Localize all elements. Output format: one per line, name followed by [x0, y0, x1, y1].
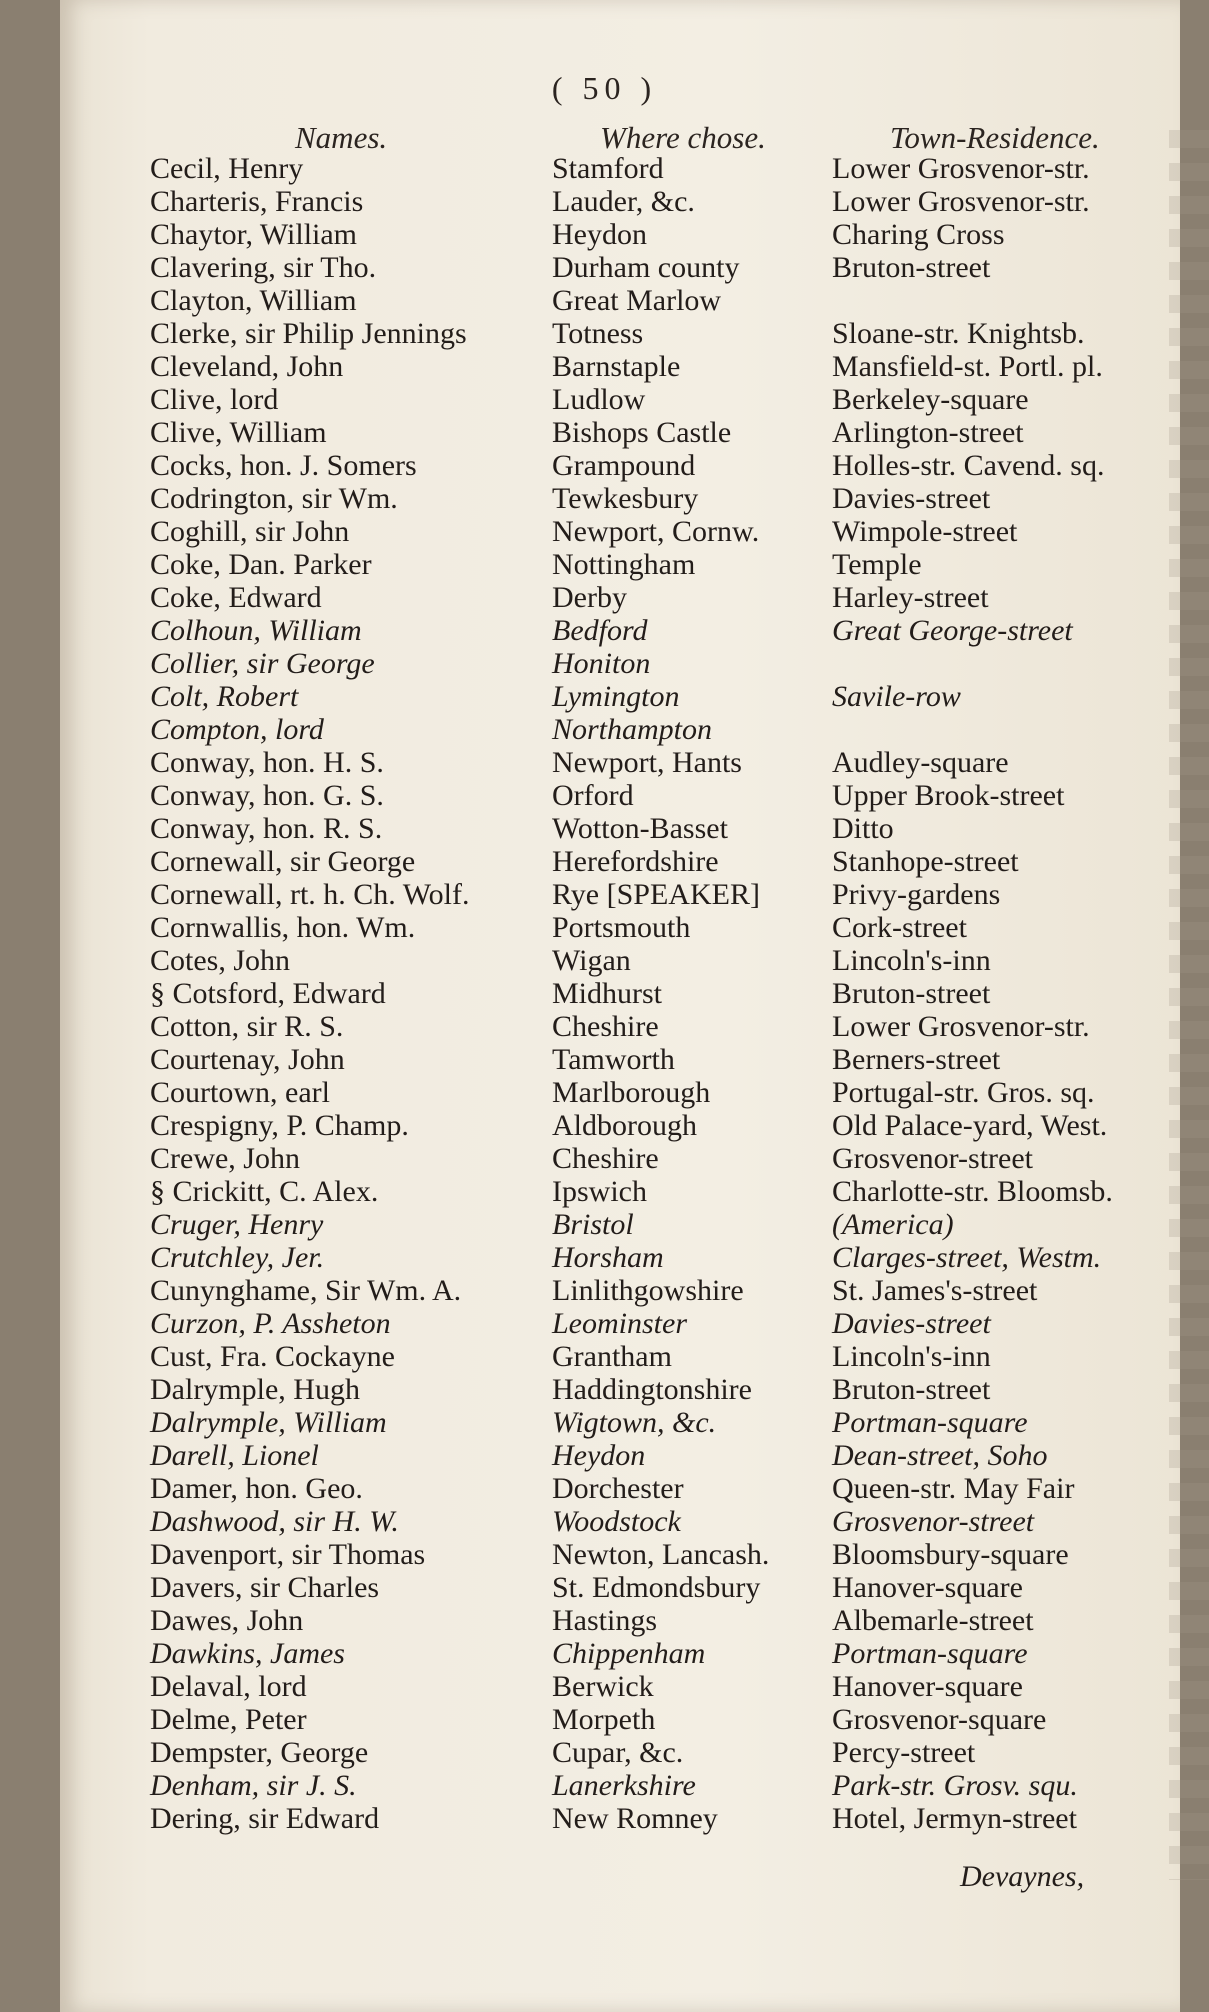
town-residence: Davies-street: [832, 1307, 991, 1340]
constituency: Ipswich: [552, 1175, 647, 1208]
table-row: [0, 1472, 1209, 1505]
constituency: Wotton-Basset: [552, 812, 728, 845]
town-residence: Upper Brook-street: [832, 779, 1065, 812]
member-name: Cornwallis, hon. Wm.: [150, 911, 416, 944]
town-residence: Portman-square: [832, 1637, 1028, 1670]
town-residence: Stanhope-street: [832, 845, 1019, 878]
table-row: [0, 1439, 1209, 1472]
town-residence: Charing Cross: [832, 218, 1005, 251]
member-name: Coghill, sir John: [150, 515, 350, 548]
town-residence: St. James's-street: [832, 1274, 1038, 1307]
town-residence: Harley-street: [832, 581, 989, 614]
table-row: [0, 284, 1209, 317]
member-list: [0, 152, 1209, 1835]
member-name: Dashwood, sir H. W.: [150, 1505, 399, 1538]
member-name: Compton, lord: [150, 713, 324, 746]
town-residence: Grosvenor-street: [832, 1505, 1035, 1538]
constituency: Orford: [552, 779, 634, 812]
town-residence: (America): [832, 1208, 954, 1241]
town-residence: Mansfield-st. Portl. pl.: [832, 350, 1103, 383]
table-row: [0, 1637, 1209, 1670]
town-residence: Portugal-str. Gros. sq.: [832, 1076, 1095, 1109]
constituency: Hastings: [552, 1604, 657, 1637]
member-name: Cotton, sir R. S.: [150, 1010, 344, 1043]
table-row: [0, 1670, 1209, 1703]
town-residence: Charlotte-str. Bloomsb.: [832, 1175, 1113, 1208]
town-residence: Hotel, Jermyn-street: [832, 1802, 1077, 1835]
town-residence: Cork-street: [832, 911, 967, 944]
table-row: [0, 977, 1209, 1010]
constituency: Grantham: [552, 1340, 672, 1373]
constituency: Bristol: [552, 1208, 634, 1241]
constituency: Haddingtonshire: [552, 1373, 752, 1406]
town-residence: Lincoln's-inn: [832, 944, 991, 977]
constituency: Heydon: [552, 1439, 646, 1472]
member-name: Chaytor, William: [150, 218, 358, 251]
member-name: Colhoun, William: [150, 614, 362, 647]
constituency: Leominster: [552, 1307, 687, 1340]
town-residence: Lower Grosvenor-str.: [832, 1010, 1090, 1043]
constituency: Wigan: [552, 944, 631, 977]
member-name: Cunynghame, Sir Wm. A.: [150, 1274, 462, 1307]
table-row: [0, 1604, 1209, 1637]
table-row: [0, 317, 1209, 350]
table-row: [0, 482, 1209, 515]
town-residence: Privy-gardens: [832, 878, 1001, 911]
constituency: Portsmouth: [552, 911, 691, 944]
table-row: [0, 185, 1209, 218]
table-row: [0, 1274, 1209, 1307]
constituency: Nottingham: [552, 548, 696, 581]
member-name: Crutchley, Jer.: [150, 1241, 325, 1274]
table-row: [0, 1307, 1209, 1340]
table-row: [0, 1736, 1209, 1769]
table-row: [0, 515, 1209, 548]
header-where-chose: Where chose.: [600, 120, 766, 155]
member-name: Cornewall, sir George: [150, 845, 416, 878]
town-residence: Portman-square: [832, 1406, 1028, 1439]
table-row: [0, 1802, 1209, 1835]
member-name: Darell, Lionel: [150, 1439, 319, 1472]
town-residence: Bruton-street: [832, 251, 991, 284]
constituency: Derby: [552, 581, 627, 614]
member-name: Conway, hon. G. S.: [150, 779, 384, 812]
member-name: Dempster, George: [150, 1736, 369, 1769]
constituency: Herefordshire: [552, 845, 719, 878]
constituency: Grampound: [552, 449, 696, 482]
town-residence: Park-str. Grosv. squ.: [832, 1769, 1078, 1802]
member-name: Cruger, Henry: [150, 1208, 324, 1241]
constituency: Lymington: [552, 680, 680, 713]
table-row: [0, 383, 1209, 416]
constituency: Morpeth: [552, 1703, 656, 1736]
constituency: Barnstaple: [552, 350, 681, 383]
constituency: Bedford: [552, 614, 648, 647]
town-residence: Ditto: [832, 812, 894, 845]
constituency: Newport, Cornw.: [552, 515, 760, 548]
town-residence: Clarges-street, Westm.: [832, 1241, 1102, 1274]
member-name: Crespigny, P. Champ.: [150, 1109, 409, 1142]
member-name: Conway, hon. R. S.: [150, 812, 383, 845]
town-residence: Lincoln's-inn: [832, 1340, 991, 1373]
constituency: Durham county: [552, 251, 740, 284]
table-row: [0, 218, 1209, 251]
member-name: Clayton, William: [150, 284, 357, 317]
town-residence: Temple: [832, 548, 922, 581]
member-name: Dalrymple, Hugh: [150, 1373, 360, 1406]
header-town-residence: Town-Residence.: [890, 120, 1100, 155]
constituency: Horsham: [552, 1241, 664, 1274]
table-row: [0, 1109, 1209, 1142]
town-residence: Arlington-street: [832, 416, 1024, 449]
constituency: Wigtown, &c.: [552, 1406, 717, 1439]
member-name: Cornewall, rt. h. Ch. Wolf.: [150, 878, 470, 911]
page-number: ( 50 ): [551, 70, 658, 106]
town-residence: Dean-street, Soho: [832, 1439, 1048, 1472]
member-name: Dering, sir Edward: [150, 1802, 380, 1835]
member-name: § Crickitt, C. Alex.: [150, 1175, 379, 1208]
member-name: Charteris, Francis: [150, 185, 364, 218]
constituency: Dorchester: [552, 1472, 684, 1505]
town-residence: Bloomsbury-square: [832, 1538, 1069, 1571]
constituency: Honiton: [552, 647, 651, 680]
member-name: Delaval, lord: [150, 1670, 307, 1703]
member-name: Conway, hon. H. S.: [150, 746, 384, 779]
constituency: Bishops Castle: [552, 416, 732, 449]
town-residence: Bruton-street: [832, 1373, 991, 1406]
table-row: [0, 416, 1209, 449]
table-row: [0, 152, 1209, 185]
constituency: Newport, Hants: [552, 746, 742, 779]
table-row: [0, 713, 1209, 746]
town-residence: Lower Grosvenor-str.: [832, 152, 1090, 185]
member-name: Davenport, sir Thomas: [150, 1538, 426, 1571]
table-row: [0, 1406, 1209, 1439]
table-row: [0, 548, 1209, 581]
member-name: Coke, Dan. Parker: [150, 548, 372, 581]
member-name: Dalrymple, William: [150, 1406, 387, 1439]
table-row: [0, 251, 1209, 284]
member-name: Codrington, sir Wm.: [150, 482, 398, 515]
town-residence: Audley-square: [832, 746, 1009, 779]
constituency: Tamworth: [552, 1043, 675, 1076]
member-name: Courtown, earl: [150, 1076, 330, 1109]
constituency: Lauder, &c.: [552, 185, 695, 218]
town-residence: Grosvenor-street: [832, 1142, 1033, 1175]
town-residence: Hanover-square: [832, 1670, 1023, 1703]
table-row: [0, 746, 1209, 779]
table-row: [0, 944, 1209, 977]
catchword: Devaynes,: [960, 1860, 1085, 1893]
member-name: Clive, William: [150, 416, 327, 449]
town-residence: Percy-street: [832, 1736, 976, 1769]
constituency: Linlithgowshire: [552, 1274, 744, 1307]
constituency: Cupar, &c.: [552, 1736, 684, 1769]
constituency: Cheshire: [552, 1142, 659, 1175]
member-name: Cust, Fra. Cockayne: [150, 1340, 395, 1373]
table-row: [0, 1703, 1209, 1736]
table-row: [0, 1175, 1209, 1208]
constituency: Woodstock: [552, 1505, 681, 1538]
constituency: Aldborough: [552, 1109, 697, 1142]
town-residence: Berkeley-square: [832, 383, 1029, 416]
town-residence: Wimpole-street: [832, 515, 1018, 548]
town-residence: Bruton-street: [832, 977, 991, 1010]
table-row: [0, 1505, 1209, 1538]
member-name: Cecil, Henry: [150, 152, 304, 185]
town-residence: Grosvenor-square: [832, 1703, 1047, 1736]
table-row: [0, 1010, 1209, 1043]
table-row: [0, 1241, 1209, 1274]
table-row: [0, 1142, 1209, 1175]
table-row: [0, 1043, 1209, 1076]
member-name: Denham, sir J. S.: [150, 1769, 357, 1802]
member-name: Dawes, John: [150, 1604, 304, 1637]
member-name: Dawkins, James: [150, 1637, 345, 1670]
member-name: Davers, sir Charles: [150, 1571, 380, 1604]
member-name: Clerke, sir Philip Jennings: [150, 317, 467, 350]
constituency: New Romney: [552, 1802, 718, 1835]
table-row: [0, 449, 1209, 482]
constituency: Great Marlow: [552, 284, 722, 317]
town-residence: Lower Grosvenor-str.: [832, 185, 1090, 218]
constituency: St. Edmondsbury: [552, 1571, 761, 1604]
constituency: Berwick: [552, 1670, 654, 1703]
member-name: Collier, sir George: [150, 647, 375, 680]
member-name: Delme, Peter: [150, 1703, 307, 1736]
member-name: Coke, Edward: [150, 581, 322, 614]
member-name: Curzon, P. Assheton: [150, 1307, 391, 1340]
member-name: Cleveland, John: [150, 350, 344, 383]
table-row: [0, 1208, 1209, 1241]
town-residence: Sloane-str. Knightsb.: [832, 317, 1085, 350]
constituency: Midhurst: [552, 977, 663, 1010]
table-row: [0, 911, 1209, 944]
member-name: Clive, lord: [150, 383, 279, 416]
town-residence: Savile-row: [832, 680, 961, 713]
header-names: Names.: [295, 120, 388, 155]
member-name: § Cotsford, Edward: [150, 977, 386, 1010]
member-name: Clavering, sir Tho.: [150, 251, 377, 284]
town-residence: Berners-street: [832, 1043, 1001, 1076]
constituency: Totness: [552, 317, 644, 350]
table-row: [0, 581, 1209, 614]
constituency: Stamford: [552, 152, 664, 185]
constituency: Ludlow: [552, 383, 646, 416]
table-row: [0, 680, 1209, 713]
town-residence: Albemarle-street: [832, 1604, 1034, 1637]
town-residence: Holles-str. Cavend. sq.: [832, 449, 1105, 482]
constituency: Rye [SPEAKER]: [552, 878, 760, 911]
table-row: [0, 1769, 1209, 1802]
town-residence: Hanover-square: [832, 1571, 1023, 1604]
constituency: Lanerkshire: [552, 1769, 696, 1802]
town-residence: Old Palace-yard, West.: [832, 1109, 1108, 1142]
table-row: [0, 614, 1209, 647]
town-residence: Great George-street: [832, 614, 1073, 647]
member-name: Damer, hon. Geo.: [150, 1472, 363, 1505]
member-name: Courtenay, John: [150, 1043, 345, 1076]
constituency: Northampton: [552, 713, 713, 746]
table-row: [0, 878, 1209, 911]
table-row: [0, 1538, 1209, 1571]
constituency: Marlborough: [552, 1076, 711, 1109]
table-row: [0, 1373, 1209, 1406]
member-name: Colt, Robert: [150, 680, 299, 713]
table-row: [0, 350, 1209, 383]
table-row: [0, 1076, 1209, 1109]
member-name: Cocks, hon. J. Somers: [150, 449, 417, 482]
member-name: Cotes, John: [150, 944, 291, 977]
table-row: [0, 1340, 1209, 1373]
constituency: Heydon: [552, 218, 647, 251]
town-residence: Davies-street: [832, 482, 991, 515]
constituency: Tewkesbury: [552, 482, 699, 515]
table-row: [0, 845, 1209, 878]
town-residence: Queen-str. May Fair: [832, 1472, 1075, 1505]
table-row: [0, 647, 1209, 680]
table-row: [0, 1571, 1209, 1604]
table-row: [0, 812, 1209, 845]
member-name: Crewe, John: [150, 1142, 300, 1175]
table-row: [0, 779, 1209, 812]
constituency: Cheshire: [552, 1010, 659, 1043]
constituency: Newton, Lancash.: [552, 1538, 770, 1571]
constituency: Chippenham: [552, 1637, 706, 1670]
